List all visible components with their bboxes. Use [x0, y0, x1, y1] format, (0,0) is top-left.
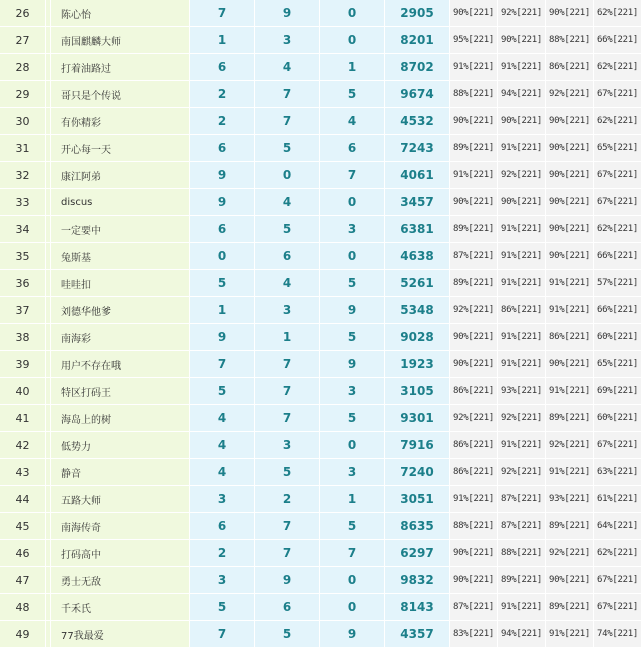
percent-4-cell: 67%[221] — [594, 81, 642, 108]
value-a-cell: 2 — [190, 81, 255, 108]
name-cell: 打码高中 — [51, 540, 190, 567]
score-cell: 7916 — [385, 432, 450, 459]
percent-3-cell: 88%[221] — [546, 27, 594, 54]
value-b-cell: 9 — [255, 567, 320, 594]
percent-2-cell: 89%[221] — [498, 567, 546, 594]
value-b-cell: 6 — [255, 594, 320, 621]
name-cell: discus — [51, 189, 190, 216]
score-cell: 3051 — [385, 486, 450, 513]
value-a-cell: 6 — [190, 135, 255, 162]
rank-cell: 39 — [0, 351, 46, 378]
percent-4-cell: 66%[221] — [594, 297, 642, 324]
table-row — [0, 27, 642, 54]
percent-4-cell: 62%[221] — [594, 108, 642, 135]
percent-2-cell: 91%[221] — [498, 594, 546, 621]
percent-2-cell: 91%[221] — [498, 216, 546, 243]
percent-4-cell: 66%[221] — [594, 27, 642, 54]
table-row — [0, 621, 642, 648]
percent-4-cell: 62%[221] — [594, 0, 642, 27]
percent-2-cell: 92%[221] — [498, 405, 546, 432]
percent-3-cell: 90%[221] — [546, 108, 594, 135]
name-cell: 有你精彩 — [51, 108, 190, 135]
value-c-cell: 5 — [320, 81, 385, 108]
score-cell: 8635 — [385, 513, 450, 540]
value-a-cell: 0 — [190, 243, 255, 270]
score-cell: 4638 — [385, 243, 450, 270]
value-a-cell: 7 — [190, 621, 255, 648]
name-cell: 海岛上的树 — [51, 405, 190, 432]
value-b-cell: 7 — [255, 108, 320, 135]
table-row — [0, 297, 642, 324]
table-row — [0, 594, 642, 621]
value-c-cell: 0 — [320, 27, 385, 54]
value-b-cell: 7 — [255, 351, 320, 378]
percent-2-cell: 86%[221] — [498, 297, 546, 324]
score-cell: 9674 — [385, 81, 450, 108]
percent-1-cell: 83%[221] — [450, 621, 498, 648]
percent-3-cell: 91%[221] — [546, 378, 594, 405]
table-row — [0, 216, 642, 243]
value-c-cell: 3 — [320, 378, 385, 405]
value-a-cell: 4 — [190, 432, 255, 459]
score-cell: 7240 — [385, 459, 450, 486]
score-cell: 7243 — [385, 135, 450, 162]
rank-cell: 31 — [0, 135, 46, 162]
percent-3-cell: 89%[221] — [546, 513, 594, 540]
percent-4-cell: 63%[221] — [594, 459, 642, 486]
percent-4-cell: 61%[221] — [594, 486, 642, 513]
percent-4-cell: 65%[221] — [594, 135, 642, 162]
rank-cell: 46 — [0, 540, 46, 567]
name-cell: 南海传奇 — [51, 513, 190, 540]
rank-cell: 33 — [0, 189, 46, 216]
percent-4-cell: 62%[221] — [594, 216, 642, 243]
name-cell: 特区打码王 — [51, 378, 190, 405]
score-cell: 1923 — [385, 351, 450, 378]
value-c-cell: 5 — [320, 324, 385, 351]
score-cell: 4357 — [385, 621, 450, 648]
name-cell: 兔斯基 — [51, 243, 190, 270]
rank-cell: 43 — [0, 459, 46, 486]
rank-cell: 47 — [0, 567, 46, 594]
name-cell: 勇士无敌 — [51, 567, 190, 594]
percent-3-cell: 90%[221] — [546, 216, 594, 243]
rank-cell: 30 — [0, 108, 46, 135]
percent-1-cell: 90%[221] — [450, 567, 498, 594]
percent-3-cell: 90%[221] — [546, 162, 594, 189]
percent-1-cell: 95%[221] — [450, 27, 498, 54]
percent-4-cell: 67%[221] — [594, 567, 642, 594]
value-a-cell: 5 — [190, 594, 255, 621]
value-b-cell: 1 — [255, 324, 320, 351]
value-c-cell: 5 — [320, 270, 385, 297]
name-cell: 开心每一天 — [51, 135, 190, 162]
value-a-cell: 9 — [190, 189, 255, 216]
rank-cell: 38 — [0, 324, 46, 351]
value-c-cell: 9 — [320, 621, 385, 648]
percent-4-cell: 60%[221] — [594, 405, 642, 432]
table-row — [0, 324, 642, 351]
name-cell: 一定要中 — [51, 216, 190, 243]
table-row — [0, 567, 642, 594]
percent-1-cell: 87%[221] — [450, 594, 498, 621]
rank-cell: 36 — [0, 270, 46, 297]
value-a-cell: 2 — [190, 108, 255, 135]
percent-3-cell: 92%[221] — [546, 432, 594, 459]
name-cell: 陈心怡 — [51, 0, 190, 27]
rank-cell: 42 — [0, 432, 46, 459]
table-row — [0, 189, 642, 216]
percent-1-cell: 91%[221] — [450, 162, 498, 189]
score-cell: 9301 — [385, 405, 450, 432]
table-row — [0, 162, 642, 189]
percent-3-cell: 91%[221] — [546, 297, 594, 324]
percent-1-cell: 86%[221] — [450, 459, 498, 486]
value-a-cell: 7 — [190, 351, 255, 378]
percent-3-cell: 90%[221] — [546, 135, 594, 162]
rank-cell: 28 — [0, 54, 46, 81]
value-a-cell: 2 — [190, 540, 255, 567]
table-row — [0, 378, 642, 405]
percent-1-cell: 90%[221] — [450, 189, 498, 216]
value-c-cell: 5 — [320, 405, 385, 432]
value-c-cell: 0 — [320, 594, 385, 621]
value-c-cell: 7 — [320, 540, 385, 567]
percent-1-cell: 89%[221] — [450, 216, 498, 243]
percent-3-cell: 90%[221] — [546, 0, 594, 27]
table-row — [0, 432, 642, 459]
value-c-cell: 0 — [320, 432, 385, 459]
value-b-cell: 5 — [255, 135, 320, 162]
name-cell: 南国麒麟大师 — [51, 27, 190, 54]
value-b-cell: 2 — [255, 486, 320, 513]
name-cell: 五路大师 — [51, 486, 190, 513]
value-c-cell: 1 — [320, 54, 385, 81]
score-cell: 8201 — [385, 27, 450, 54]
table-row — [0, 513, 642, 540]
value-c-cell: 0 — [320, 567, 385, 594]
value-b-cell: 5 — [255, 621, 320, 648]
percent-4-cell: 57%[221] — [594, 270, 642, 297]
percent-2-cell: 93%[221] — [498, 378, 546, 405]
name-cell: 千禾氏 — [51, 594, 190, 621]
value-b-cell: 7 — [255, 378, 320, 405]
table-row — [0, 54, 642, 81]
score-cell: 3457 — [385, 189, 450, 216]
name-cell: 康江阿弟 — [51, 162, 190, 189]
percent-4-cell: 67%[221] — [594, 189, 642, 216]
value-a-cell: 9 — [190, 162, 255, 189]
table-row — [0, 405, 642, 432]
value-a-cell: 4 — [190, 459, 255, 486]
rank-cell: 45 — [0, 513, 46, 540]
rank-cell: 29 — [0, 81, 46, 108]
percent-2-cell: 90%[221] — [498, 27, 546, 54]
value-b-cell: 4 — [255, 270, 320, 297]
score-cell: 6297 — [385, 540, 450, 567]
score-cell: 8702 — [385, 54, 450, 81]
percent-2-cell: 87%[221] — [498, 513, 546, 540]
value-a-cell: 7 — [190, 0, 255, 27]
value-b-cell: 0 — [255, 162, 320, 189]
percent-3-cell: 89%[221] — [546, 594, 594, 621]
value-c-cell: 4 — [320, 108, 385, 135]
percent-3-cell: 86%[221] — [546, 324, 594, 351]
value-a-cell: 5 — [190, 270, 255, 297]
table-row — [0, 108, 642, 135]
value-b-cell: 3 — [255, 297, 320, 324]
percent-4-cell: 62%[221] — [594, 540, 642, 567]
percent-3-cell: 91%[221] — [546, 621, 594, 648]
score-cell: 4061 — [385, 162, 450, 189]
value-a-cell: 3 — [190, 486, 255, 513]
value-b-cell: 3 — [255, 27, 320, 54]
table-row — [0, 243, 642, 270]
percent-1-cell: 92%[221] — [450, 297, 498, 324]
percent-2-cell: 91%[221] — [498, 135, 546, 162]
value-a-cell: 1 — [190, 27, 255, 54]
percent-4-cell: 65%[221] — [594, 351, 642, 378]
percent-3-cell: 93%[221] — [546, 486, 594, 513]
value-c-cell: 7 — [320, 162, 385, 189]
table-row — [0, 135, 642, 162]
score-cell: 8143 — [385, 594, 450, 621]
rank-cell: 44 — [0, 486, 46, 513]
percent-1-cell: 91%[221] — [450, 486, 498, 513]
percent-4-cell: 62%[221] — [594, 54, 642, 81]
percent-2-cell: 94%[221] — [498, 621, 546, 648]
percent-2-cell: 91%[221] — [498, 243, 546, 270]
rank-cell: 26 — [0, 0, 46, 27]
percent-2-cell: 91%[221] — [498, 270, 546, 297]
rank-cell: 34 — [0, 216, 46, 243]
percent-1-cell: 88%[221] — [450, 81, 498, 108]
percent-1-cell: 87%[221] — [450, 243, 498, 270]
value-b-cell: 4 — [255, 189, 320, 216]
percent-3-cell: 91%[221] — [546, 270, 594, 297]
value-b-cell: 5 — [255, 216, 320, 243]
table-row — [0, 270, 642, 297]
percent-3-cell: 90%[221] — [546, 567, 594, 594]
percent-2-cell: 94%[221] — [498, 81, 546, 108]
percent-1-cell: 86%[221] — [450, 432, 498, 459]
score-cell: 3105 — [385, 378, 450, 405]
name-cell: 低势力 — [51, 432, 190, 459]
table-row — [0, 486, 642, 513]
rank-cell: 35 — [0, 243, 46, 270]
percent-3-cell: 92%[221] — [546, 540, 594, 567]
percent-2-cell: 88%[221] — [498, 540, 546, 567]
table-row — [0, 459, 642, 486]
percent-3-cell: 91%[221] — [546, 459, 594, 486]
name-cell: 刘德华他爹 — [51, 297, 190, 324]
percent-2-cell: 90%[221] — [498, 108, 546, 135]
percent-1-cell: 89%[221] — [450, 135, 498, 162]
score-cell: 5261 — [385, 270, 450, 297]
percent-4-cell: 67%[221] — [594, 162, 642, 189]
value-a-cell: 1 — [190, 297, 255, 324]
percent-4-cell: 64%[221] — [594, 513, 642, 540]
value-c-cell: 1 — [320, 486, 385, 513]
value-b-cell: 6 — [255, 243, 320, 270]
value-a-cell: 3 — [190, 567, 255, 594]
value-c-cell: 0 — [320, 243, 385, 270]
name-cell: 打着油路过 — [51, 54, 190, 81]
percent-3-cell: 89%[221] — [546, 405, 594, 432]
value-b-cell: 7 — [255, 513, 320, 540]
percent-2-cell: 90%[221] — [498, 189, 546, 216]
percent-2-cell: 92%[221] — [498, 459, 546, 486]
table-row — [0, 81, 642, 108]
percent-1-cell: 89%[221] — [450, 270, 498, 297]
value-c-cell: 0 — [320, 189, 385, 216]
percent-1-cell: 90%[221] — [450, 351, 498, 378]
percent-2-cell: 92%[221] — [498, 162, 546, 189]
value-c-cell: 9 — [320, 351, 385, 378]
table-row — [0, 0, 642, 27]
percent-2-cell: 87%[221] — [498, 486, 546, 513]
value-c-cell: 3 — [320, 216, 385, 243]
rank-cell: 49 — [0, 621, 46, 648]
percent-2-cell: 91%[221] — [498, 351, 546, 378]
percent-3-cell: 90%[221] — [546, 351, 594, 378]
percent-4-cell: 74%[221] — [594, 621, 642, 648]
name-cell: 静音 — [51, 459, 190, 486]
percent-2-cell: 92%[221] — [498, 0, 546, 27]
value-c-cell: 9 — [320, 297, 385, 324]
value-b-cell: 4 — [255, 54, 320, 81]
percent-1-cell: 91%[221] — [450, 54, 498, 81]
value-b-cell: 9 — [255, 0, 320, 27]
percent-2-cell: 91%[221] — [498, 432, 546, 459]
value-b-cell: 7 — [255, 540, 320, 567]
name-cell: 用户不存在哦 — [51, 351, 190, 378]
name-cell: 77我最爱 — [51, 621, 190, 648]
percent-1-cell: 92%[221] — [450, 405, 498, 432]
score-cell: 5348 — [385, 297, 450, 324]
value-b-cell: 5 — [255, 459, 320, 486]
rank-cell: 32 — [0, 162, 46, 189]
rank-cell: 40 — [0, 378, 46, 405]
value-a-cell: 6 — [190, 216, 255, 243]
percent-2-cell: 91%[221] — [498, 324, 546, 351]
score-cell: 6381 — [385, 216, 450, 243]
percent-4-cell: 60%[221] — [594, 324, 642, 351]
value-b-cell: 3 — [255, 432, 320, 459]
score-cell: 4532 — [385, 108, 450, 135]
value-b-cell: 7 — [255, 405, 320, 432]
percent-1-cell: 90%[221] — [450, 540, 498, 567]
percent-4-cell: 67%[221] — [594, 594, 642, 621]
name-cell: 南海彩 — [51, 324, 190, 351]
percent-3-cell: 92%[221] — [546, 81, 594, 108]
percent-1-cell: 90%[221] — [450, 324, 498, 351]
rank-cell: 37 — [0, 297, 46, 324]
value-c-cell: 6 — [320, 135, 385, 162]
percent-1-cell: 90%[221] — [450, 0, 498, 27]
rank-cell: 48 — [0, 594, 46, 621]
value-c-cell: 3 — [320, 459, 385, 486]
percent-1-cell: 90%[221] — [450, 108, 498, 135]
value-c-cell: 0 — [320, 0, 385, 27]
value-a-cell: 6 — [190, 513, 255, 540]
percent-4-cell: 69%[221] — [594, 378, 642, 405]
value-b-cell: 7 — [255, 81, 320, 108]
rank-cell: 27 — [0, 27, 46, 54]
value-c-cell: 5 — [320, 513, 385, 540]
table-row — [0, 351, 642, 378]
name-cell: 哇哇扣 — [51, 270, 190, 297]
score-cell: 9028 — [385, 324, 450, 351]
value-a-cell: 4 — [190, 405, 255, 432]
percent-4-cell: 66%[221] — [594, 243, 642, 270]
value-a-cell: 9 — [190, 324, 255, 351]
percent-4-cell: 67%[221] — [594, 432, 642, 459]
percent-3-cell: 86%[221] — [546, 54, 594, 81]
percent-3-cell: 90%[221] — [546, 189, 594, 216]
score-cell: 2905 — [385, 0, 450, 27]
value-a-cell: 5 — [190, 378, 255, 405]
table-row — [0, 540, 642, 567]
percent-2-cell: 91%[221] — [498, 54, 546, 81]
percent-1-cell: 86%[221] — [450, 378, 498, 405]
name-cell: 哥只是个传说 — [51, 81, 190, 108]
rank-cell: 41 — [0, 405, 46, 432]
percent-3-cell: 90%[221] — [546, 243, 594, 270]
value-a-cell: 6 — [190, 54, 255, 81]
score-cell: 9832 — [385, 567, 450, 594]
percent-1-cell: 88%[221] — [450, 513, 498, 540]
